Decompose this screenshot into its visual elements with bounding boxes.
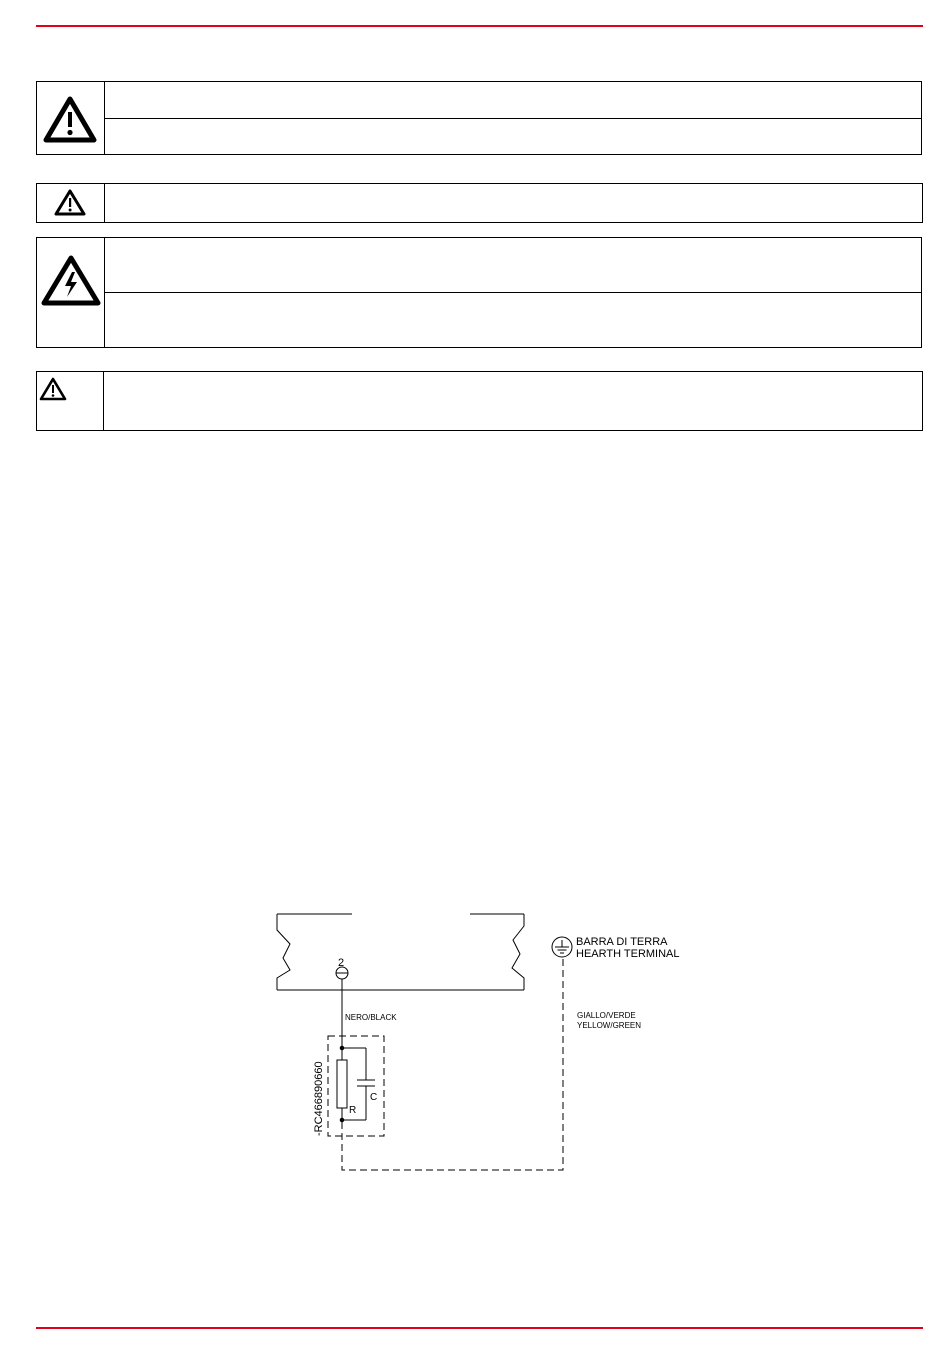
warning-triangle-icon <box>39 377 67 402</box>
warning-box-1 <box>36 81 922 155</box>
warning-box-4-icon-cell <box>37 372 104 430</box>
earth-wire-label-en: YELLOW/GREEN <box>577 1021 642 1030</box>
warning-triangle-icon <box>43 96 97 144</box>
rc-filter-enclosure <box>328 1036 384 1136</box>
earth-label-it: BARRA DI TERRA <box>576 936 668 948</box>
warning-triangle-icon <box>54 189 86 217</box>
warning-box-4 <box>36 371 923 431</box>
warning-box-3-icon-cell <box>37 238 105 347</box>
electric-hazard-icon <box>41 255 101 307</box>
warning-box-1-icon-cell <box>37 82 105 154</box>
earth-terminal-icon <box>552 937 572 957</box>
warning-box-3 <box>36 237 922 348</box>
cabinet-outline <box>277 914 524 990</box>
footer-rule <box>36 1327 923 1329</box>
earth-wire-label-it: GIALLO/VERDE <box>577 1011 636 1020</box>
capacitor-label: C <box>370 1092 378 1103</box>
resistor-symbol <box>337 1060 347 1108</box>
warning-box-2-icon-cell <box>37 184 105 222</box>
warning-box-2 <box>36 183 923 223</box>
header-rule <box>36 25 923 27</box>
component-code: -RC466890660 <box>313 1061 325 1136</box>
resistor-label: R <box>349 1105 357 1116</box>
wiring-diagram <box>0 900 950 1220</box>
earth-label-en: HEARTH TERMINAL <box>576 948 680 960</box>
warning-box-1-divider <box>104 118 921 119</box>
warning-box-3-divider <box>104 292 921 293</box>
terminal-number: 2 <box>338 957 345 969</box>
wire-label-black: NERO/BLACK <box>345 1013 397 1022</box>
